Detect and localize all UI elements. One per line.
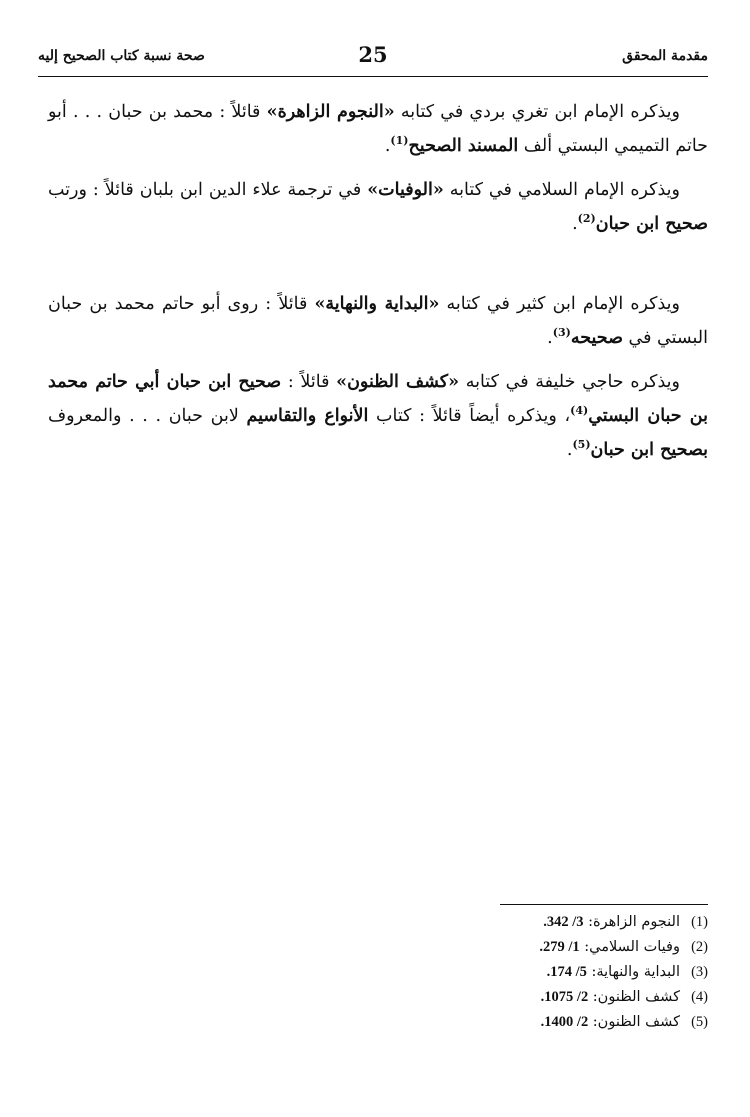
header-section-title: مقدمة المحقق bbox=[622, 48, 708, 64]
main-text bbox=[48, 95, 708, 467]
footnote-text: وفيات السلامي: bbox=[579, 939, 680, 955]
emphasis: الأنواع والتقاسيم bbox=[246, 406, 369, 426]
paragraph-4 bbox=[48, 365, 708, 467]
footnote-number: (2) bbox=[691, 939, 708, 955]
footnote-item bbox=[408, 960, 708, 985]
text-run: ويذكره الإمام ابن تغري بردي في كتابه bbox=[394, 102, 680, 122]
text-run: قائلاً : روى أبو حاتم محمد بن حبان البستي في bbox=[48, 294, 708, 348]
footnote-marker-5[interactable]: (5) bbox=[572, 438, 591, 452]
footnote-text: النجوم الزاهرة: bbox=[583, 914, 680, 930]
text-run: . bbox=[547, 328, 553, 348]
book-title: «البداية والنهاية» bbox=[314, 294, 440, 314]
text-run: . bbox=[566, 440, 573, 460]
footnote-number: (4) bbox=[691, 989, 708, 1005]
footnote-reference: 1/ 279. bbox=[539, 939, 580, 955]
footnote-marker-2[interactable]: (2) bbox=[577, 212, 596, 226]
text-run: ، ويذكره أيضاً قائلاً : كتاب bbox=[368, 406, 571, 426]
footnote-number: (5) bbox=[691, 1014, 708, 1030]
text-run: . bbox=[572, 214, 578, 234]
page-number: 25 bbox=[358, 42, 388, 67]
emphasis: صحيح ابن حبان bbox=[166, 372, 282, 392]
text-run: قائلاً : bbox=[281, 372, 337, 392]
footnote-text: البداية والنهاية: bbox=[586, 964, 680, 980]
footnote-item bbox=[408, 910, 708, 935]
book-title: «كشف الظنون» bbox=[336, 372, 460, 392]
paragraph-3 bbox=[48, 287, 708, 355]
footnote-text: كشف الظنون: bbox=[588, 1014, 680, 1030]
footnote-item bbox=[408, 935, 708, 960]
footnotes-list bbox=[408, 910, 708, 1035]
footnote-marker-1[interactable]: (1) bbox=[390, 134, 409, 148]
text-run: . bbox=[384, 136, 391, 156]
emphasis: المسند الصحيح bbox=[408, 136, 519, 156]
emphasis: أبي حاتم محمد بن حبان البستي bbox=[48, 372, 708, 426]
footnote-number: (3) bbox=[691, 964, 708, 980]
footnote-text: كشف الظنون: bbox=[588, 989, 680, 1005]
paragraph-1 bbox=[48, 95, 708, 163]
text-run: لابن حبان . . . والمعروف bbox=[48, 406, 247, 426]
footnote-reference: 3/ 342. bbox=[543, 914, 584, 930]
footnote-reference: 2/ 1400. bbox=[540, 1014, 589, 1030]
emphasis: صحيح ابن حبان bbox=[595, 214, 708, 234]
text-run: ويذكره الإمام السلامي في كتابه bbox=[443, 180, 681, 200]
footnote-reference: 2/ 1075. bbox=[540, 989, 589, 1005]
emphasis: صحيحه bbox=[570, 328, 623, 348]
footnote-divider bbox=[500, 904, 708, 905]
book-title: «النجوم الزاهرة» bbox=[266, 102, 395, 122]
footnote-item bbox=[408, 1010, 708, 1035]
header-chapter-title: صحة نسبة كتاب الصحيح إليه bbox=[38, 48, 205, 64]
text-run: في ترجمة علاء الدين ابن بلبان قائلاً : ورتب bbox=[48, 180, 368, 200]
page-header bbox=[38, 40, 708, 77]
text-run: ويذكره حاجي خليفة في كتابه bbox=[459, 372, 680, 392]
footnote-reference: 5/ 174. bbox=[546, 964, 587, 980]
paragraph-2 bbox=[48, 173, 708, 241]
text-run: قائلاً : محمد بن حبان . . . أبو حاتم التميمي البستي ألف bbox=[48, 102, 708, 156]
footnote-marker-4[interactable]: (4) bbox=[570, 404, 589, 418]
footnote-marker-3[interactable]: (3) bbox=[552, 326, 571, 340]
emphasis: بصحيح ابن حبان bbox=[590, 440, 708, 460]
book-title: «الوفيات» bbox=[367, 180, 444, 200]
footnote-item bbox=[408, 985, 708, 1010]
footnote-number: (1) bbox=[691, 914, 708, 930]
text-run: ويذكره الإمام ابن كثير في كتابه bbox=[439, 294, 680, 314]
